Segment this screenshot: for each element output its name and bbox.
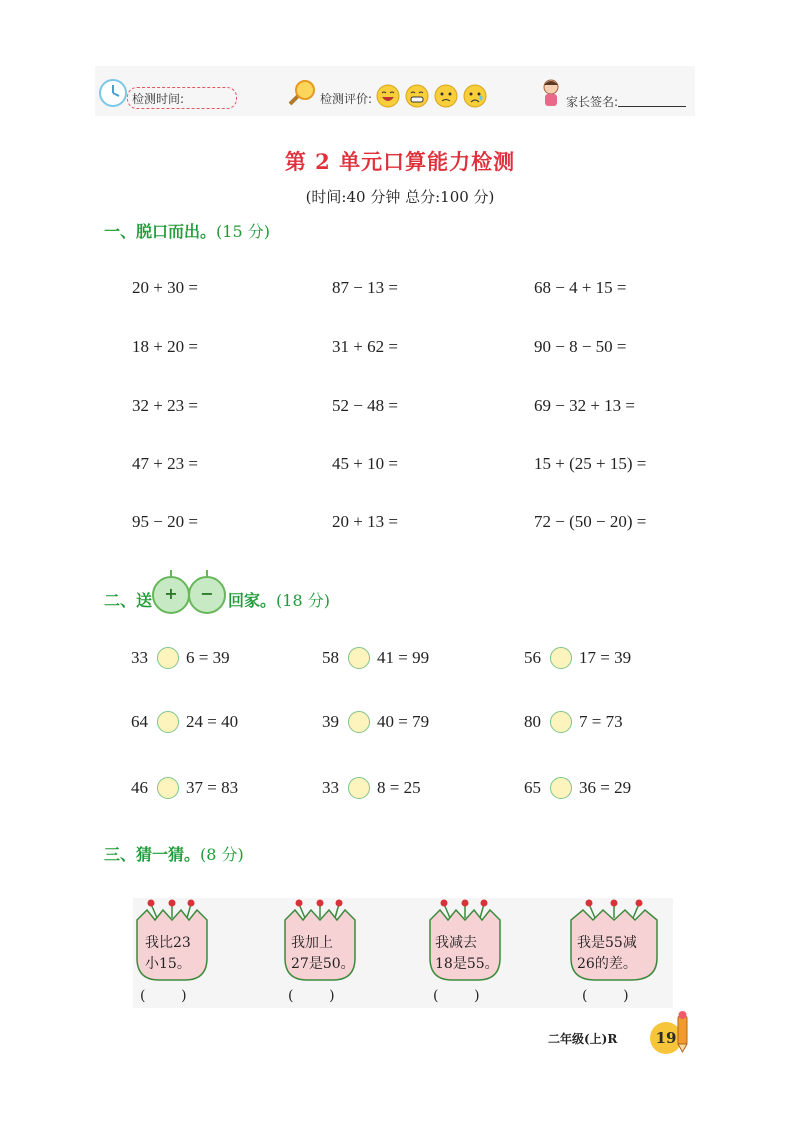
grin-face-icon[interactable] xyxy=(405,84,429,108)
section3-heading xyxy=(104,842,244,865)
laughing-face-icon[interactable] xyxy=(376,84,400,108)
answer-field[interactable]: ( ) xyxy=(140,988,187,1004)
s2-operand-b: 40 = 79 xyxy=(377,712,430,731)
operator-blank[interactable] xyxy=(550,647,572,669)
s2-operand-a: 39 xyxy=(322,712,339,731)
s1-expr: 20 + 13 = xyxy=(332,512,398,531)
page-subtitle: (时间:40 分钟 总分:100 分) xyxy=(305,188,495,206)
worried-face-icon[interactable] xyxy=(434,84,458,108)
pot-clue-line2: 小15。 xyxy=(145,956,191,972)
crying-face-icon[interactable] xyxy=(463,84,487,108)
page-title: 第 2 单元口算能力检测 xyxy=(284,149,516,174)
s1-expr: 87 − 13 = xyxy=(332,278,398,297)
apple-plus-icon: + xyxy=(152,576,190,614)
section3-title: 三、猜一猜。 xyxy=(104,845,201,864)
parent-sign-field[interactable] xyxy=(618,106,686,107)
s1-expr: 15 + (25 + 15) = xyxy=(534,454,647,473)
s2-operand-b: 6 = 39 xyxy=(186,648,230,667)
s1-expr: 72 − (50 − 20) = xyxy=(534,512,647,531)
s1-expr: 69 − 32 + 13 = xyxy=(534,396,636,415)
section2-suffix: 回家。 xyxy=(228,591,277,610)
s2-operand-a: 58 xyxy=(322,648,339,667)
s2-operand-a: 64 xyxy=(131,712,148,731)
s2-operand-b: 41 = 99 xyxy=(377,648,430,667)
operator-blank[interactable] xyxy=(550,777,572,799)
operator-blank[interactable] xyxy=(348,777,370,799)
s2-operand-b: 24 = 40 xyxy=(186,712,239,731)
section1-title: 一、脱口而出。 xyxy=(104,222,217,241)
answer-field[interactable]: ( ) xyxy=(433,988,480,1004)
parent-sign-label: 家长签名: xyxy=(566,95,619,109)
s2-operand-b: 7 = 73 xyxy=(579,712,623,731)
answer-field[interactable]: ( ) xyxy=(582,988,629,1004)
pencil-mascot-icon xyxy=(672,1010,694,1054)
s2-operand-b: 37 = 83 xyxy=(186,778,239,797)
s2-operand-a: 56 xyxy=(524,648,541,667)
s2-operand-a: 80 xyxy=(524,712,541,731)
operator-blank[interactable] xyxy=(157,777,179,799)
s1-expr: 52 − 48 = xyxy=(332,396,398,415)
child-avatar-icon xyxy=(538,76,564,110)
pot-clue-line2: 18是55。 xyxy=(435,956,499,972)
s2-operand-a: 33 xyxy=(131,648,148,667)
s2-operand-a: 46 xyxy=(131,778,148,797)
s2-operand-b: 36 = 29 xyxy=(579,778,632,797)
s2-operand-a: 65 xyxy=(524,778,541,797)
section3-points: (8 分) xyxy=(200,845,244,864)
operator-blank[interactable] xyxy=(348,711,370,733)
section2-points: (18 分) xyxy=(276,591,330,610)
operator-blank[interactable] xyxy=(157,647,179,669)
pot-clue-line1: 我是55减 xyxy=(577,935,637,951)
time-label: 检测时间: xyxy=(132,92,185,106)
page-number: 19 xyxy=(650,1022,682,1054)
answer-field[interactable]: ( ) xyxy=(288,988,335,1004)
s1-expr: 95 − 20 = xyxy=(132,512,198,531)
s1-expr: 47 + 23 = xyxy=(132,454,198,473)
operator-blank[interactable] xyxy=(348,647,370,669)
apple-minus-icon: − xyxy=(188,576,226,614)
s2-operand-b: 8 = 25 xyxy=(377,778,421,797)
s1-expr: 68 − 4 + 15 = xyxy=(534,278,627,297)
s1-expr: 90 − 8 − 50 = xyxy=(534,337,627,356)
s1-expr: 18 + 20 = xyxy=(132,337,198,356)
s1-expr: 31 + 62 = xyxy=(332,337,398,356)
section2-prefix: 二、送 xyxy=(104,591,153,610)
section1-heading xyxy=(104,219,270,242)
operator-blank[interactable] xyxy=(157,711,179,733)
pot-clue-line2: 26的差。 xyxy=(577,956,637,972)
operator-blank[interactable] xyxy=(550,711,572,733)
s1-expr: 20 + 30 = xyxy=(132,278,198,297)
s2-operand-a: 33 xyxy=(322,778,339,797)
clock-icon xyxy=(98,78,128,108)
pot-clue-line1: 我减去 xyxy=(435,935,477,951)
grade-label: 二年级(上)R xyxy=(548,1032,618,1046)
magnifier-icon xyxy=(284,78,318,110)
s1-expr: 45 + 10 = xyxy=(332,454,398,473)
s1-expr: 32 + 23 = xyxy=(132,396,198,415)
section2-heading-rest xyxy=(228,588,330,611)
pot-clue-line2: 27是50。 xyxy=(291,956,355,972)
eval-label: 检测评价: xyxy=(320,92,373,106)
pot-clue-line1: 我加上 xyxy=(291,935,333,951)
s2-operand-b: 17 = 39 xyxy=(579,648,632,667)
pot-clue-line1: 我比23 xyxy=(145,935,191,951)
section1-points: (15 分) xyxy=(216,222,270,241)
